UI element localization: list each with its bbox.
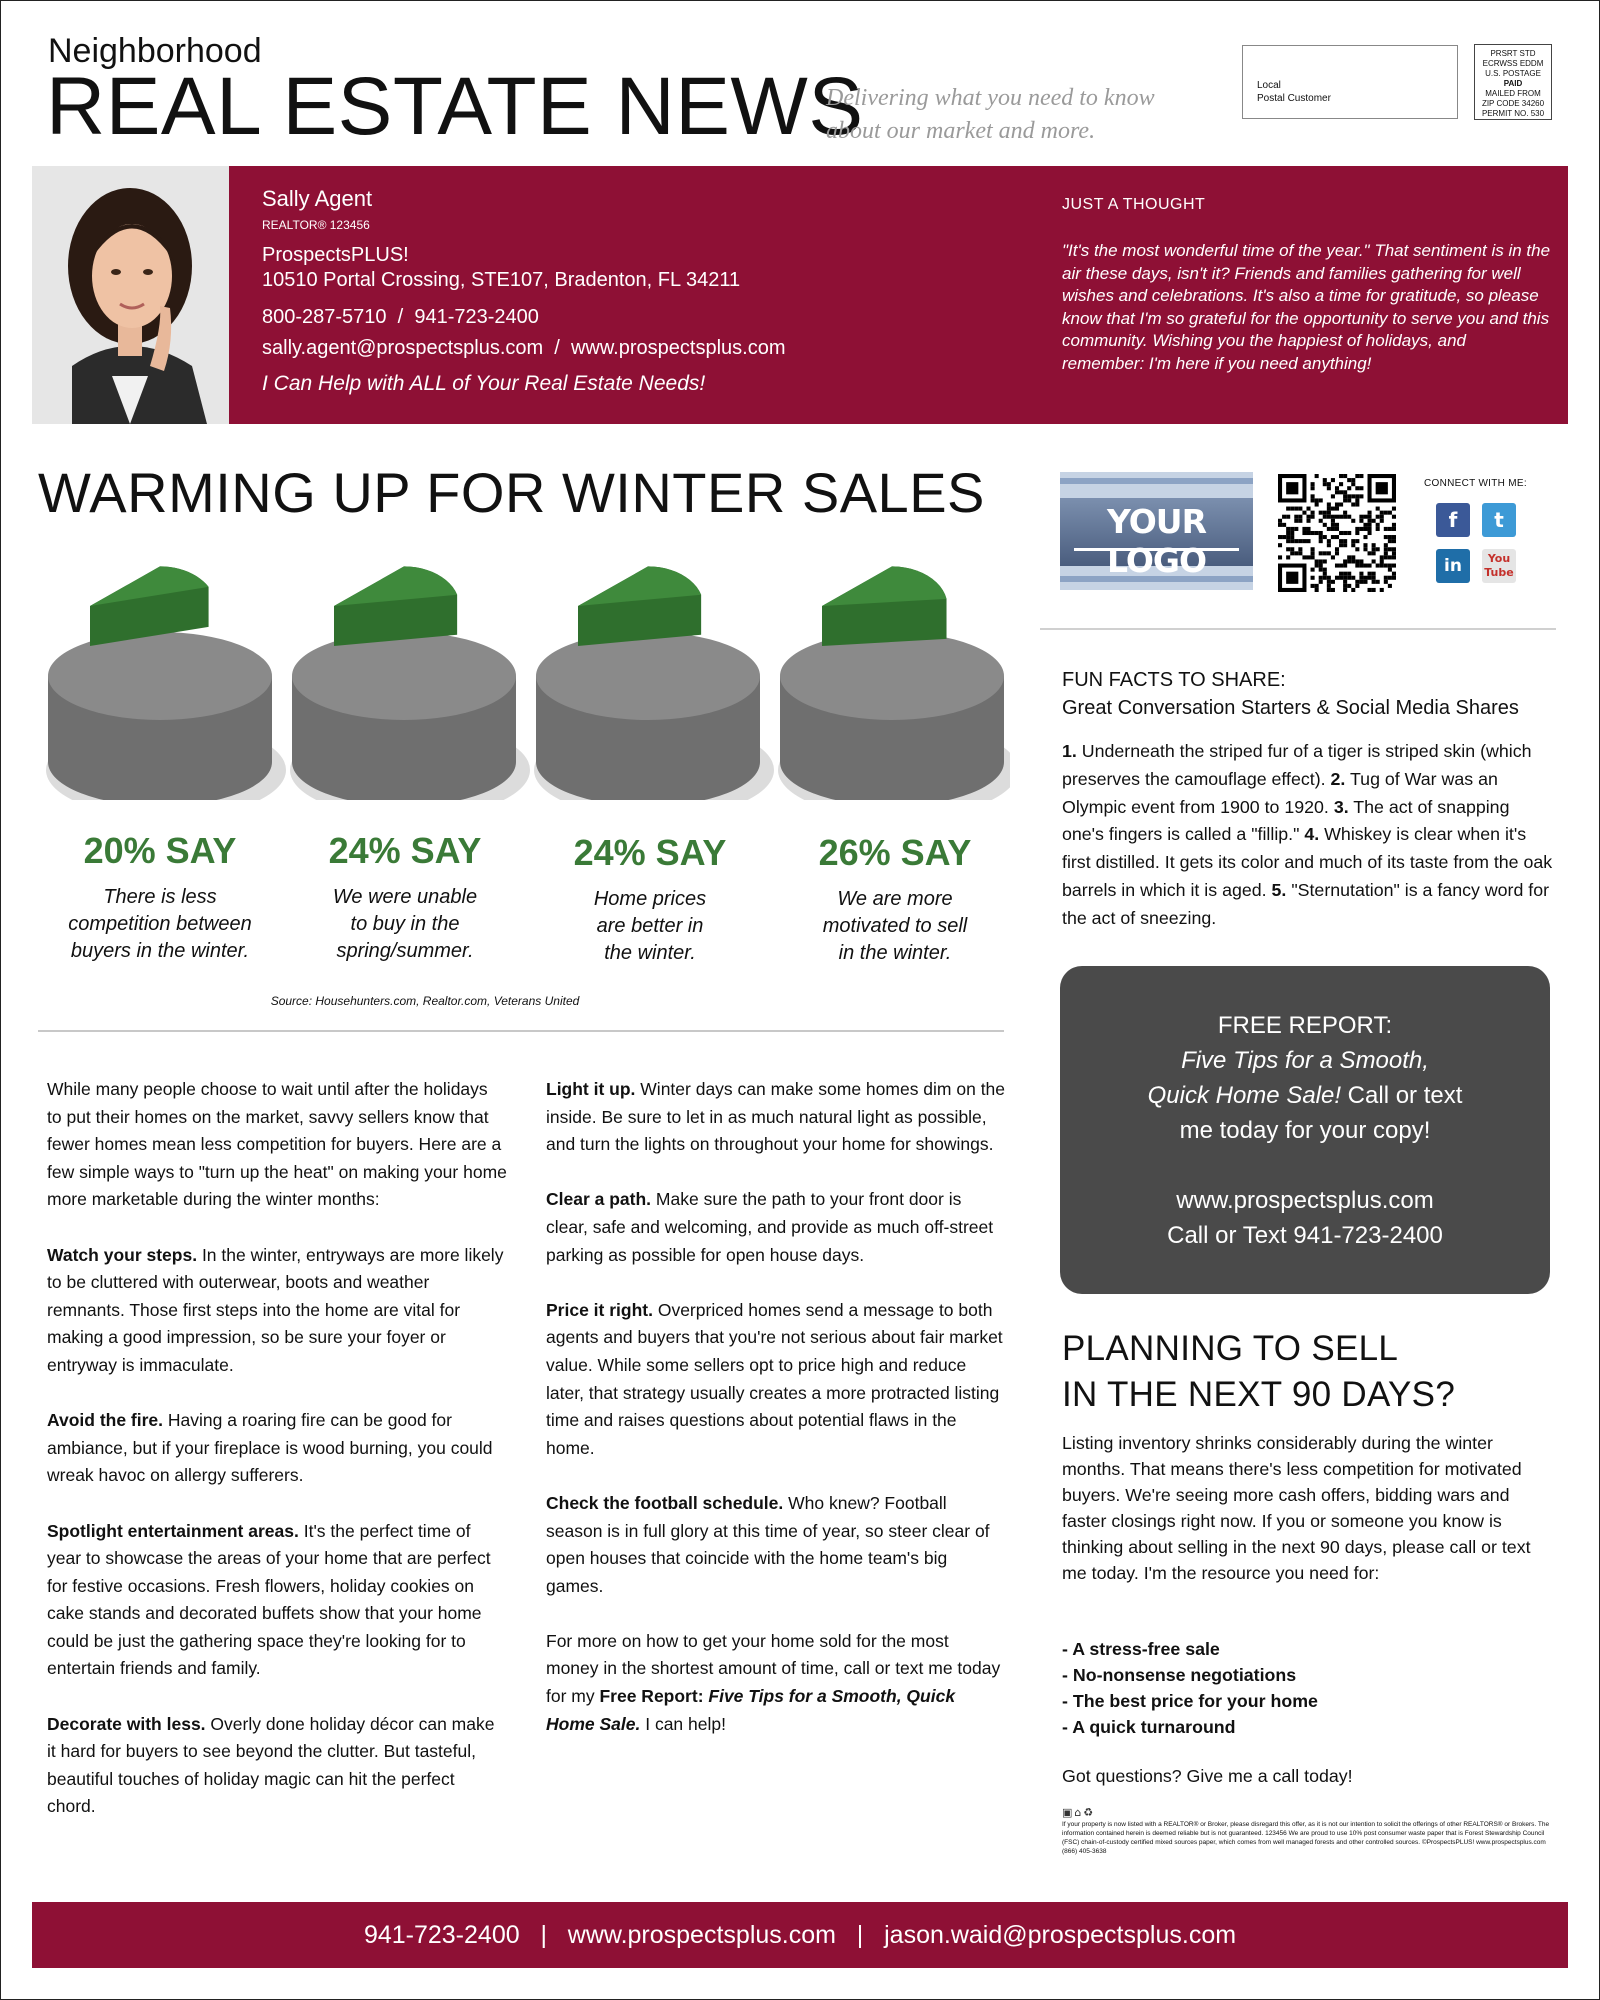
tip-paragraph xyxy=(546,1490,1006,1600)
planning-heading xyxy=(1062,1326,1455,1418)
closing-report-title: Five Tips for a Smooth, Quick Home Sale. xyxy=(546,1686,956,1734)
tip-paragraph xyxy=(47,1711,507,1821)
pie-chart-infographic xyxy=(30,560,1010,800)
caption-line: We were unable xyxy=(332,886,478,908)
caption-line: spring/summer. xyxy=(336,940,474,962)
postage-line: U.S. POSTAGE xyxy=(1485,69,1541,78)
list-item: - A quick turnaround xyxy=(1062,1717,1236,1737)
fun-facts-list xyxy=(1062,738,1556,933)
postage-indicia xyxy=(1474,44,1552,120)
report-line-2: Five Tips for a Smooth, xyxy=(1181,1047,1429,1074)
agent-slogan: I Can Help with ALL of Your Real Estate Needs! xyxy=(262,372,706,395)
linkedin-icon[interactable]: in xyxy=(1436,549,1470,583)
article-headline: WARMING UP FOR WINTER SALES xyxy=(38,461,985,524)
pie-top xyxy=(780,632,1004,720)
stat-percent: 24% SAY xyxy=(573,832,727,873)
fact-text: "Sternutation" is a fancy word for the act of sneezing. xyxy=(1062,879,1550,928)
caption-line: buyers in the winter. xyxy=(70,940,250,962)
planning-title-line: PLANNING TO SELL xyxy=(1062,1329,1399,1368)
twitter-icon[interactable]: t xyxy=(1482,503,1516,537)
masthead-small-title: Neighborhood xyxy=(48,32,262,70)
closing-text: I can help! xyxy=(640,1713,726,1734)
fun-facts-subtitle: Great Conversation Starters & Social Media Shares xyxy=(1062,697,1519,719)
planning-list xyxy=(1062,1636,1318,1740)
article-column-2 xyxy=(546,1076,1006,1766)
tip-text: Winter days can make some homes dim on the inside. Be sure to let in as much natural light as possible, and turn the lights on throughout your home for showings. xyxy=(546,1079,1006,1155)
pie-top xyxy=(292,632,516,720)
fact-text: Whiskey is clear when it's first distilled. It gets its color and much of its taste from the oak barrels in which it is aged. xyxy=(1062,824,1553,900)
fun-facts-heading xyxy=(1062,666,1519,722)
tip-title: Price it right. xyxy=(546,1299,653,1320)
tip-text: Make sure the path to your front door is clear, safe and welcoming, and provide as much off-street parking as possible for open house days. xyxy=(546,1189,994,1265)
thought-body: "It's the most wonderful time of the year." That sentiment is in the air these days, isn't it? Friends and families gathering for well wishes and celebrations. It's also a time for gratitude, so please know that I'm so grateful for the opportunity to serve you and this community. Wishing you the happiest of holidays, and remember: I'm here if you need anything! xyxy=(1062,241,1551,373)
caption-line: We are more xyxy=(837,888,953,910)
fact-number: 4. xyxy=(1304,824,1320,845)
tip-text: In the winter, entryways are more likely to be cluttered with outerwear, boots and weather remnants. Those first steps into the home are vital for making a good impression, so be sure your foyer or entryway is immaculate. xyxy=(47,1244,504,1375)
article-intro: While many people choose to wait until after the holidays to put their homes on the market, savvy sellers know that fewer homes mean less competition for buyers. Here are a few simple ways to "turn up the heat" on making your home more marketable during the winter months: xyxy=(47,1079,507,1210)
agent-company: ProspectsPLUS! xyxy=(262,244,409,266)
agent-phones: 800-287-5710 / 941-723-2400 xyxy=(262,306,539,328)
stat-caption xyxy=(45,884,275,965)
closing-text: For more on how to get your home sold for the most money in the shortest amount of time, call or text me today for my xyxy=(546,1630,1001,1707)
logo-text: YOUR LOGO xyxy=(1106,502,1207,580)
article-closing xyxy=(546,1628,1006,1738)
planning-body: Listing inventory shrinks considerably during the winter months. That means there's less competition for motivated buyers. We're seeing more cash offers, bidding wars and faster closings right now. If you or someone you know is thinking about selling in the next 90 days, please call or text me today. I'm the resource you need for: xyxy=(1062,1433,1531,1583)
address-line-1: Local xyxy=(1257,80,1281,91)
list-item: - The best price for your home xyxy=(1062,1691,1318,1711)
free-report-box xyxy=(1060,966,1550,1294)
pie-top xyxy=(48,632,272,720)
tip-text: Overpriced homes send a message to both agents and buyers that you're not serious about fair market value. While some sellers opt to price high and reduce later, that strategy usually creates a more protracted listing time and raises questions about potential flaws in the home. xyxy=(546,1299,1003,1458)
tip-paragraph xyxy=(546,1076,1006,1159)
tagline-line-1: Delivering what you need to know xyxy=(826,85,1155,111)
postage-line: ECRWSS EDDM xyxy=(1482,59,1544,68)
planning-title-line: IN THE NEXT 90 DAYS? xyxy=(1062,1375,1456,1414)
tip-paragraph xyxy=(47,1518,507,1684)
pie-3 xyxy=(534,566,774,800)
agent-portrait-illustration xyxy=(32,166,229,424)
chart-source: Source: Househunters.com, Realtor.com, Veterans United xyxy=(270,994,580,1008)
fact-number: 5. xyxy=(1271,879,1287,900)
caption-line: competition between xyxy=(68,913,252,935)
caption-line: in the winter. xyxy=(838,942,952,964)
closing-bold: Free Report: xyxy=(599,1686,709,1707)
report-call: Call or Text 941-723-2400 xyxy=(1167,1222,1443,1249)
tip-title: Clear a path. xyxy=(546,1189,652,1210)
fine-print: If your property is now listed with a REALTOR® or Broker, please disregard this offer, as it is not our intention to solicit the offerings of other REALTORS® or Brokers. The information contained herein is deemed reliable but is not guaranteed. 123456 We are proud to use 10% post consumer waste paper that is Forest Stewardship Council (FSC) chain-of-custody certified mixed sources paper, which comes from well managed forests and other controlled sources. ©ProspectsPLUS! www.prospectsplus.com (866) 405-3638 xyxy=(1062,1821,1550,1855)
tip-paragraph xyxy=(47,1242,507,1380)
fact-number: 3. xyxy=(1333,796,1349,817)
caption-line: Home prices xyxy=(593,888,707,910)
list-item: - No-nonsense negotiations xyxy=(1062,1665,1297,1685)
footer-contact-bar: 941-723-2400 | www.prospectsplus.com | jason.waid@prospectsplus.com xyxy=(32,1902,1568,1968)
equal-housing-icons: ▣⌂♻ xyxy=(1062,1806,1096,1819)
fun-facts-title: FUN FACTS TO SHARE: xyxy=(1062,669,1286,691)
caption-line: the winter. xyxy=(604,942,696,964)
agent-name: Sally Agent xyxy=(262,186,373,211)
stat-caption xyxy=(535,886,765,967)
logo-placeholder xyxy=(1060,472,1253,590)
fact-text: Underneath the striped fur of a tiger is striped skin (which preserves the camouflage effect). xyxy=(1062,741,1532,789)
divider xyxy=(1040,628,1556,630)
pie-2 xyxy=(290,566,530,800)
report-line-3-italic: Quick Home Sale! xyxy=(1147,1082,1342,1109)
address-box xyxy=(1242,45,1458,119)
report-line-3 xyxy=(1060,1078,1550,1113)
report-line-3-rest: Call or text xyxy=(1341,1082,1463,1109)
pie-1 xyxy=(46,566,286,800)
caption-line: are better in xyxy=(596,915,704,937)
tip-title: Spotlight entertainment areas. xyxy=(47,1520,299,1541)
stat-caption xyxy=(780,886,1010,967)
caption-line: to buy in the xyxy=(350,913,460,935)
stat-percent: 20% SAY xyxy=(83,830,237,871)
fact-text: The act of snapping one's fingers is called a "fillip." xyxy=(1062,796,1510,845)
qr-code[interactable] xyxy=(1278,474,1396,592)
tip-text: Overly done holiday décor can make it hard for buyers to see beyond the clutter. But tasteful, beautiful touches of holiday magic can hit the perfect chord. xyxy=(47,1713,495,1817)
stat-caption xyxy=(290,884,520,965)
address-line-2: Postal Customer xyxy=(1257,93,1331,104)
masthead-title: REAL ESTATE NEWS xyxy=(46,61,864,152)
youtube-icon[interactable]: You Tube xyxy=(1482,549,1516,583)
fact-number: 2. xyxy=(1330,768,1346,789)
tip-paragraph xyxy=(546,1297,1006,1463)
tip-title: Decorate with less. xyxy=(47,1713,206,1734)
caption-line: There is less xyxy=(103,886,217,908)
report-url[interactable]: www.prospectsplus.com xyxy=(1176,1187,1434,1214)
report-title: FREE REPORT: xyxy=(1217,1012,1393,1039)
tip-title: Check the football schedule. xyxy=(546,1492,784,1513)
report-line-4: me today for your copy! xyxy=(1179,1117,1431,1144)
agent-info xyxy=(262,186,785,396)
tip-title: Watch your steps. xyxy=(47,1244,198,1265)
article-column-1 xyxy=(47,1076,507,1849)
tip-text: Having a roaring fire can be good for ambiance, but if your fireplace is wood burning, you could wreak havoc on allergy sufferers. xyxy=(47,1410,493,1486)
thought-title: JUST A THOUGHT xyxy=(1062,196,1206,213)
postage-line: PAID xyxy=(1503,79,1523,88)
postage-line: MAILED FROM xyxy=(1485,89,1541,98)
postage-line: ZIP CODE 34260 xyxy=(1481,99,1545,108)
tip-title: Avoid the fire. xyxy=(47,1410,164,1431)
tip-text: It's the perfect time of year to showcase the areas of your home that are perfect for festive occasions. Fresh flowers, holiday cookies on cake stands and decorated buffets show that your home could be just the gathering space they're looking for to entertain friends and family. xyxy=(47,1520,491,1679)
tip-text: Who knew? Football season is in full glory at this time of year, so steer clear of open houses that coincide with the home team's big games. xyxy=(546,1492,990,1596)
pie-top xyxy=(536,632,760,720)
postage-line: PRSRT STD xyxy=(1490,49,1536,58)
pie-4 xyxy=(778,566,1010,800)
divider xyxy=(38,1030,1004,1032)
postage-line: PERMIT NO. 530 xyxy=(1481,109,1545,118)
stat-percent: 24% SAY xyxy=(328,830,482,871)
list-item: - A stress-free sale xyxy=(1062,1639,1220,1659)
connect-label: CONNECT WITH ME: xyxy=(1424,478,1527,489)
facebook-icon[interactable]: f xyxy=(1436,503,1470,537)
tip-title: Light it up. xyxy=(546,1079,636,1099)
planning-closing: Got questions? Give me a call today! xyxy=(1062,1766,1353,1786)
agent-contact: sally.agent@prospectsplus.com / www.prospectsplus.com xyxy=(262,337,786,359)
fact-text: Tug of War was an Olympic event from 1900 to 1920. xyxy=(1062,768,1498,817)
agent-license: REALTOR® 123456 xyxy=(262,218,370,232)
stat-percent: 26% SAY xyxy=(818,832,972,873)
fact-number: 1. xyxy=(1062,741,1077,761)
tip-paragraph xyxy=(546,1186,1006,1269)
agent-address: 10510 Portal Crossing, STE107, Bradenton, FL 34211 xyxy=(262,269,741,291)
tagline-line-2: about our market and more. xyxy=(826,118,1096,144)
caption-line: motivated to sell xyxy=(822,915,968,937)
agent-photo xyxy=(32,166,229,424)
tip-paragraph xyxy=(47,1407,507,1490)
masthead-tagline xyxy=(826,82,1226,148)
